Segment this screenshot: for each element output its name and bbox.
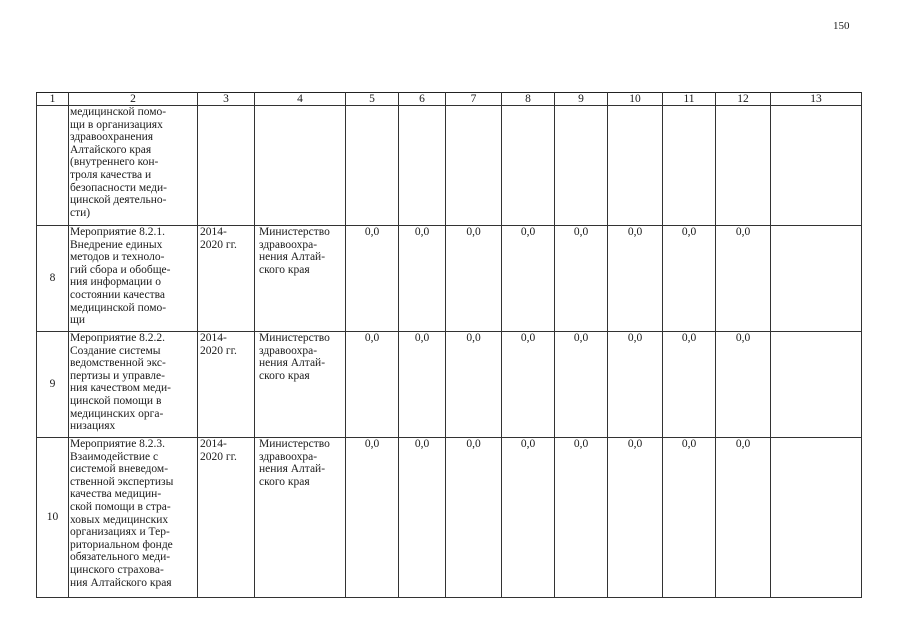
text-line: ния информации о	[70, 276, 161, 289]
text-line: ской помощи в стра-	[70, 500, 171, 513]
text-line: сти)	[70, 206, 91, 219]
text-line: организациях и Тер-	[70, 526, 170, 539]
text-line: 2020 гг.	[200, 450, 237, 463]
text-line: 2014-	[200, 438, 227, 450]
column-header: 1	[37, 93, 69, 106]
row-number-cell	[37, 106, 69, 226]
period-cell	[198, 332, 255, 438]
column-header: 5	[346, 93, 399, 106]
value-cell: 0,0	[716, 332, 771, 438]
table-row	[37, 226, 862, 332]
text-line: Мероприятие 8.2.1.	[70, 226, 166, 238]
column-header: 13	[771, 93, 862, 106]
column-header: 6	[399, 93, 446, 106]
value-cell: 0,0	[716, 226, 771, 332]
column-number-row	[37, 93, 862, 106]
value-cell: 0,0	[346, 226, 399, 332]
text-line: ственной экспертизы	[70, 475, 174, 488]
text-line: ского края	[259, 475, 310, 488]
value-cell: 0,0	[502, 332, 555, 438]
period-cell	[198, 438, 255, 598]
measure-name-cell	[69, 332, 198, 438]
table-row	[37, 438, 862, 598]
text-line: здравоохра-	[259, 238, 318, 251]
text-line: (внутреннего кон-	[70, 156, 159, 169]
executor-cell	[255, 438, 346, 598]
value-cell	[608, 106, 663, 226]
row-number-cell: 10	[37, 438, 69, 598]
text-line: безопасности меди-	[70, 181, 167, 194]
value-cell: 0,0	[663, 226, 716, 332]
value-cell: 0,0	[716, 438, 771, 598]
value-cell: 0,0	[663, 332, 716, 438]
text-line: Министерство	[259, 226, 330, 238]
source-cell	[771, 226, 862, 332]
column-header: 7	[446, 93, 502, 106]
text-line: Министерство	[259, 438, 330, 450]
value-cell	[446, 106, 502, 226]
program-table	[36, 92, 862, 598]
text-line: ведомственной экс-	[70, 357, 166, 370]
column-header: 12	[716, 93, 771, 106]
source-cell	[771, 106, 862, 226]
row-number-cell: 8	[37, 226, 69, 332]
column-header: 3	[198, 93, 255, 106]
value-cell	[502, 106, 555, 226]
value-cell: 0,0	[555, 226, 608, 332]
text-line: 2014-	[200, 226, 227, 238]
text-line: щи в организациях	[70, 118, 163, 131]
text-line: 2014-	[200, 332, 227, 344]
value-cell: 0,0	[555, 438, 608, 598]
text-line: 2020 гг.	[200, 238, 237, 251]
column-header: 9	[555, 93, 608, 106]
text-line: здравоохранения	[70, 131, 154, 144]
column-header: 2	[69, 93, 198, 106]
executor-cell	[255, 226, 346, 332]
text-line: Мероприятие 8.2.2.	[70, 332, 166, 344]
text-line: риториальном фонде	[70, 538, 173, 551]
text-line: Взаимодействие с	[70, 450, 159, 463]
value-cell: 0,0	[399, 438, 446, 598]
executor-cell	[255, 106, 346, 226]
value-cell: 0,0	[502, 226, 555, 332]
text-line: ского края	[259, 369, 310, 382]
text-line: здравоохра-	[259, 450, 318, 463]
column-header: 8	[502, 93, 555, 106]
text-line: нения Алтай-	[259, 463, 326, 476]
value-cell: 0,0	[608, 438, 663, 598]
text-line: цинской деятельно-	[70, 194, 167, 207]
value-cell: 0,0	[608, 226, 663, 332]
text-line: медицинской помо-	[70, 106, 167, 118]
column-header: 4	[255, 93, 346, 106]
column-header: 10	[608, 93, 663, 106]
text-line: ского края	[259, 263, 310, 276]
text-line: методов и техноло-	[70, 251, 165, 264]
text-line: качества медицин-	[70, 488, 162, 501]
text-line: Мероприятие 8.2.3.	[70, 438, 166, 450]
value-cell	[346, 106, 399, 226]
text-line: нения Алтай-	[259, 251, 326, 264]
text-line: цинского страхова-	[70, 563, 164, 576]
value-cell	[555, 106, 608, 226]
text-line: медицинской помо-	[70, 301, 167, 314]
table-row-continuation	[37, 106, 862, 226]
text-line: гий сбора и обобще-	[70, 263, 171, 276]
text-line: низациях	[70, 420, 116, 433]
value-cell: 0,0	[446, 226, 502, 332]
text-line: нения Алтай-	[259, 357, 326, 370]
executor-cell	[255, 332, 346, 438]
text-line: Внедрение единых	[70, 238, 163, 251]
text-line: здравоохра-	[259, 344, 318, 357]
text-line: 2020 гг.	[200, 344, 237, 357]
text-line: медицинских орга-	[70, 407, 164, 420]
text-line: ния качеством меди-	[70, 382, 171, 395]
period-cell	[198, 106, 255, 226]
text-line: ния Алтайского края	[70, 576, 172, 589]
text-line: Министерство	[259, 332, 330, 344]
value-cell: 0,0	[346, 438, 399, 598]
value-cell: 0,0	[446, 438, 502, 598]
value-cell: 0,0	[346, 332, 399, 438]
measure-name-cell	[69, 226, 198, 332]
text-line: системой вневедом-	[70, 463, 169, 476]
period-cell	[198, 226, 255, 332]
value-cell: 0,0	[502, 438, 555, 598]
source-cell	[771, 438, 862, 598]
source-cell	[771, 332, 862, 438]
row-number-cell: 9	[37, 332, 69, 438]
value-cell: 0,0	[663, 438, 716, 598]
value-cell: 0,0	[555, 332, 608, 438]
value-cell	[663, 106, 716, 226]
text-line: Создание системы	[70, 344, 161, 357]
text-line: ховых медицинских	[70, 513, 169, 526]
value-cell	[716, 106, 771, 226]
value-cell: 0,0	[399, 226, 446, 332]
text-line: состоянии качества	[70, 288, 166, 301]
text-line: троля качества и	[70, 168, 152, 181]
value-cell	[399, 106, 446, 226]
text-line: цинской помощи в	[70, 394, 162, 407]
table-row	[37, 332, 862, 438]
measure-name-cell	[69, 106, 198, 226]
text-line: Алтайского края	[70, 143, 152, 156]
text-line: пертизы и управле-	[70, 369, 165, 382]
measure-name-cell	[69, 438, 198, 598]
column-header: 11	[663, 93, 716, 106]
page-number: 150	[833, 20, 850, 32]
text-line: щи	[70, 314, 86, 327]
text-line: обязательного меди-	[70, 551, 171, 564]
value-cell: 0,0	[399, 332, 446, 438]
value-cell: 0,0	[446, 332, 502, 438]
value-cell: 0,0	[608, 332, 663, 438]
